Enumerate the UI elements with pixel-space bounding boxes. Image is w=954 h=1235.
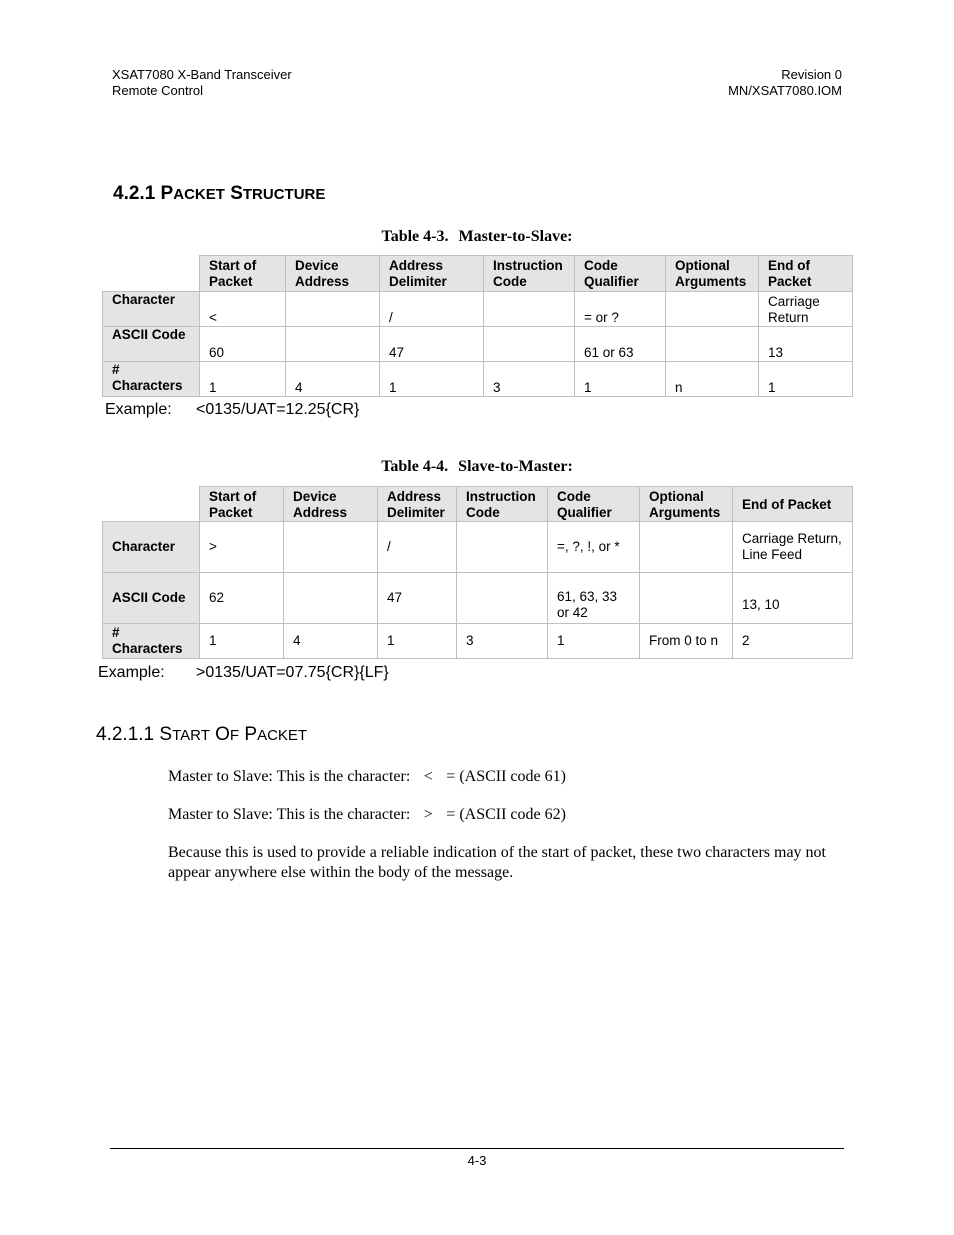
example-line [105,401,359,419]
column-header: Start of Packet [200,487,284,522]
table-cell: > [200,522,284,573]
column-header: Start of Packet [200,256,286,292]
table-cell: 1 [548,624,640,659]
revision-label: Revision 0 [781,67,842,82]
column-header: Code Qualifier [548,487,640,522]
row-header: Character [103,522,200,573]
column-header: Address Delimiter [378,487,457,522]
body-paragraph: Because this is used to provide a reliable indication of the start of packet, these two characters may not appear anywhere else within the body of the message. [168,844,826,881]
table-cell: n [666,362,759,397]
table-cell [666,292,759,327]
example-value: <0135/UAT=12.25{CR} [196,401,360,418]
table-cell [286,327,380,362]
table-cell: 1 [200,624,284,659]
column-header: Device Address [286,256,380,292]
example-line [98,664,389,682]
table-row [103,327,853,362]
start-character: < [423,768,433,785]
table-cell [666,327,759,362]
table-cell: 60 [200,327,286,362]
column-header: Code Qualifier [575,256,666,292]
table-cell: 47 [378,573,457,624]
table-row [103,624,853,659]
table-title: Slave-to-Master: [458,458,573,475]
column-header: Device Address [284,487,378,522]
master-to-slave-table [102,255,853,397]
row-header: # Characters [103,362,200,397]
column-header: Optional Arguments [666,256,759,292]
table-caption [0,228,954,246]
table-cell: 61 or 63 [575,327,666,362]
column-header: Instruction Code [457,487,548,522]
table-cell [457,573,548,624]
start-character: > [423,806,433,823]
table-cell: 1 [200,362,286,397]
document-number: MN/XSAT7080.IOM [728,83,842,98]
page-number: 4-3 [467,1153,487,1168]
table-label: Table 4-3. [381,228,449,245]
table-cell: 2 [733,624,853,659]
column-header: Optional Arguments [640,487,733,522]
row-header: ASCII Code [103,573,200,624]
table-cell: / [380,292,484,327]
table-cell: < [200,292,286,327]
table-cell: 3 [484,362,575,397]
example-value: >0135/UAT=07.75{CR}{LF} [196,664,389,681]
running-header-right [728,67,842,99]
table-cell: 61, 63, 33 or 42 [548,573,640,624]
column-header: Address Delimiter [380,256,484,292]
table-cell: 1 [575,362,666,397]
table-cell: =, ?, !, or * [548,522,640,573]
table-cell: 1 [380,362,484,397]
section-number: 4.2.1 [113,183,156,204]
table-row [103,292,853,327]
column-header: End of Packet [733,487,853,522]
document-title: XSAT7080 X-Band Transceiver [112,67,292,82]
example-label: Example: [98,664,165,681]
row-header: Character [103,292,200,327]
body-line: Master to Slave: This is the character: < = (ASCII code 61) [168,768,566,785]
row-header: # Characters [103,624,200,659]
table-row [103,573,853,624]
table-cell [640,573,733,624]
table-cell [484,292,575,327]
table-cell [457,522,548,573]
table-cell [286,292,380,327]
row-header: ASCII Code [103,327,200,362]
table-cell: / [378,522,457,573]
section-heading: 4.2.1 PACKET STRUCTURE [113,183,326,204]
running-header-left [112,67,292,99]
table-cell: = or ? [575,292,666,327]
footer-divider [110,1148,844,1149]
document-subtitle: Remote Control [112,83,204,98]
table-cell: From 0 to n [640,624,733,659]
table-cell: 13, 10 [733,573,853,624]
table-cell [484,327,575,362]
table-cell [284,522,378,573]
table-cell: 4 [284,624,378,659]
table-cell [640,522,733,573]
column-header: Instruction Code [484,256,575,292]
table-cell [284,573,378,624]
table-cell: 1 [759,362,853,397]
table-corner [103,487,200,522]
table-cell: 3 [457,624,548,659]
table-cell: Carriage Return, Line Feed [733,522,853,573]
table-row [103,522,853,573]
table-row [103,362,853,397]
column-header: End of Packet [759,256,853,292]
table-cell: 13 [759,327,853,362]
subsection-number: 4.2.1.1 [96,724,155,745]
table-cell: 47 [380,327,484,362]
table-caption [0,458,954,476]
example-label: Example: [105,401,172,418]
slave-to-master-table [102,486,853,659]
table-cell: Carriage Return [759,292,853,327]
body-line: Master to Slave: This is the character: > = (ASCII code 62) [168,806,566,823]
table-cell: 62 [200,573,284,624]
table-cell: 1 [378,624,457,659]
table-label: Table 4-4. [381,458,449,475]
table-title: Master-to-Slave: [458,228,573,245]
subsection-heading: 4.2.1.1 START OF PACKET [96,724,308,745]
table-corner [103,256,200,292]
table-cell: 4 [286,362,380,397]
